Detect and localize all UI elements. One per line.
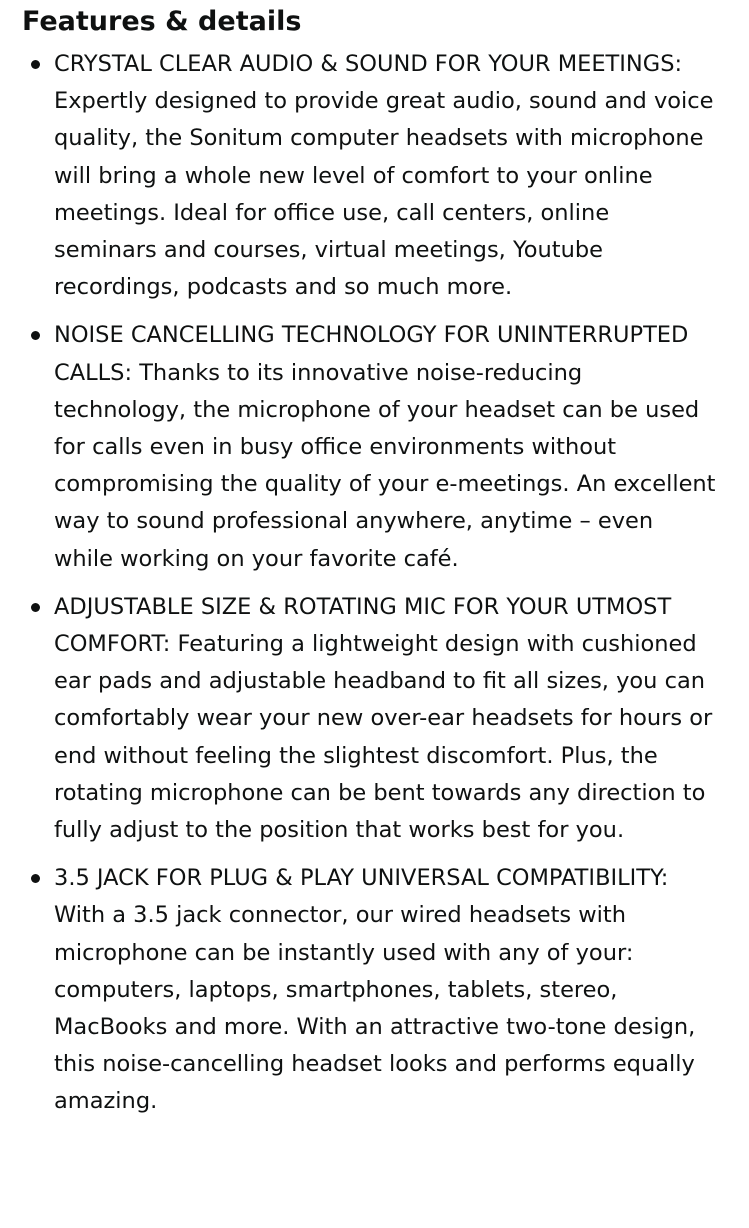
feature-text: NOISE CANCELLING TECHNOLOGY FOR UNINTERRUPTED CALLS: Thanks to its innovative noise-reducing technology, the microphone of your headset can be used for calls even in busy office environments without compromising the quality of your e-meetings. An excellent way to sound professional anywhere, anytime – even while working on your favorite café. [54,322,716,572]
feature-item-noise-cancelling [22,317,716,577]
feature-text: 3.5 JACK FOR PLUG & PLAY UNIVERSAL COMPATIBILITY: With a 3.5 jack connector, our wired headsets with microphone can be instantly used with any of your: computers, laptops, smartphones, tablets, stereo, MacBooks and more. With an attractive two-tone design, this noise-cancelling headset looks and performs equally amazing. [54,865,696,1115]
bullet-dot-icon [31,874,40,883]
feature-text: ADJUSTABLE SIZE & ROTATING MIC FOR YOUR UTMOST COMFORT: Featuring a lightweight design with cushioned ear pads and adjustable headband to fit all sizes, you can comfortably wear your new over-ear headsets for hours or end without feeling the slightest discomfort. Plus, the rotating microphone can be bent towards any direction to fully adjust to the position that works best for you. [54,593,713,844]
section-title: Features & details [22,6,302,37]
feature-item-jack-compatibility [22,860,716,1120]
bullet-dot-icon [31,60,40,69]
feature-text: CRYSTAL CLEAR AUDIO & SOUND FOR YOUR MEETINGS: Expertly designed to provide great audio, sound and voice quality, the Sonitum computer headsets with microphone will bring a whole new level of comfort to your online meetings. Ideal for office use, call centers, online seminars and courses, virtual meetings, Youtube recordings, podcasts and so much more. [54,51,714,301]
feature-list [22,46,749,1121]
feature-item-audio [22,46,716,306]
feature-item-adjustable-size [22,589,716,849]
bullet-dot-icon [31,331,40,340]
bullet-dot-icon [31,603,40,612]
